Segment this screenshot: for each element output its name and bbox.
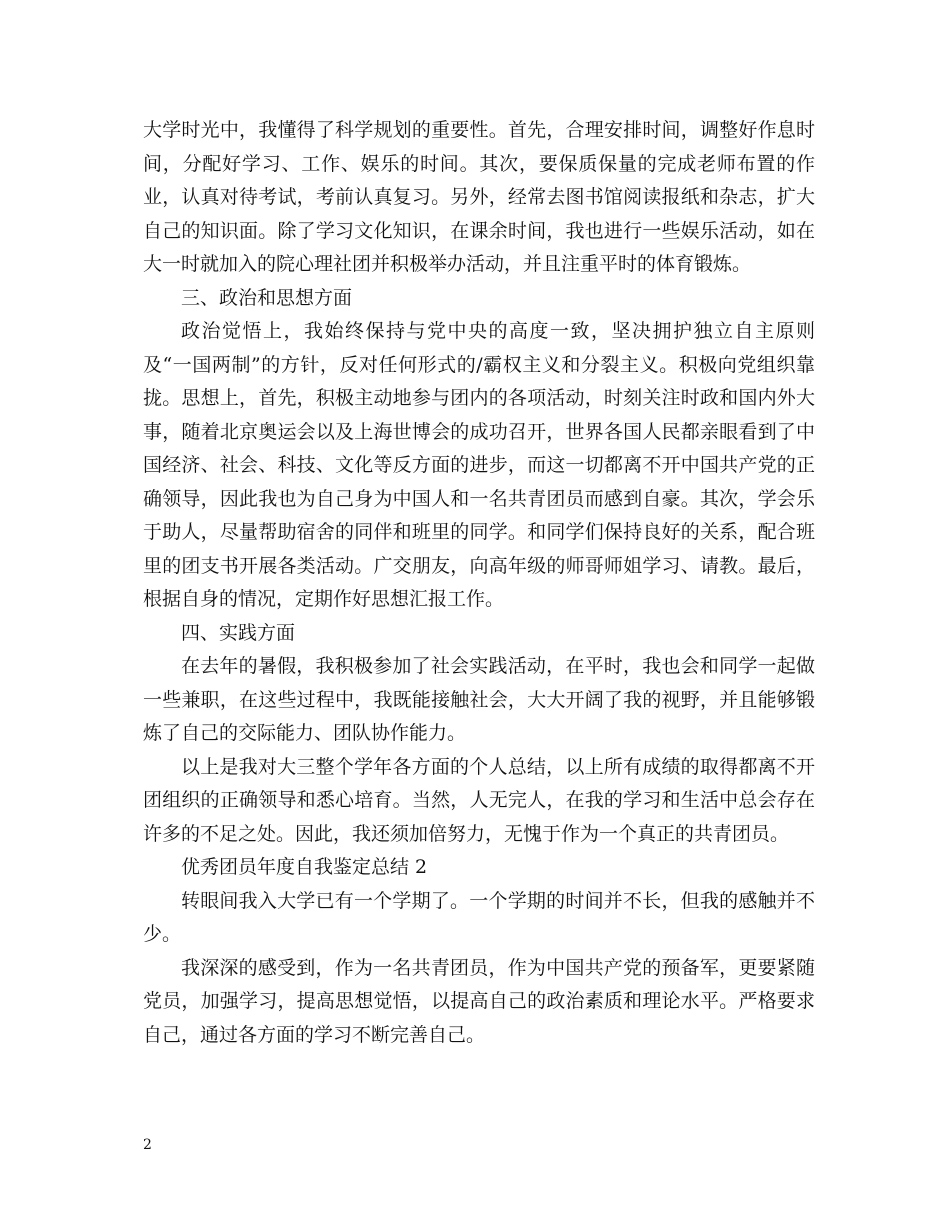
section-heading-summary-2: 优秀团员年度自我鉴定总结 2	[181, 856, 428, 878]
paragraph-summary: 以上是我对大三整个学年各方面的个人总结，以上所有成绩的取得都离不开团组织的正确领导和悉心培育。当然，人无完人，在我的学习和生活中总会存在许多的不足之处。因此，我还须加倍努力，无愧于作为一个真正的共青团员。	[143, 755, 815, 845]
paragraph-politics: 政治觉悟上，我始终保持与党中央的高度一致，坚决拥护独立自主原则及“一国两制”的方针，反对任何形式的/霸权主义和分裂主义。积极向党组织靠拢。思想上，首先，积极主动地参与团内的各项活动，时刻关注时政和国内外大事，随着北京奥运会以及上海世博会的成功召开，世界各国人民都亲眼看到了中国经济、社会、科技、文化等反方面的进步，而这一切都离不开中国共产党的正确领导，因此我也为自己身为中国人和一名共青团员而感到自豪。其次，学会乐于助人，尽量帮助宿舍的同伴和班里的同学。和同学们保持良好的关系，配合班里的团支书开展各类活动。广交朋友，向高年级的师哥师姐学习、请教。最后，根据自身的情况，定期作好思想汇报工作。	[143, 320, 815, 610]
document-body	[143, 114, 815, 1052]
paragraph-study-planning: 大学时光中，我懂得了科学规划的重要性。首先，合理安排时间，调整好作息时间，分配好学习、工作、娱乐的时间。其次，要保质保量的完成老师布置的作业，认真对待考试，考前认真复习。另外，经常去图书馆阅读报纸和杂志，扩大自己的知识面。除了学习文化知识，在课余时间，我也进行一些娱乐活动，如在大一时就加入的院心理社团并积极举办活动，并且注重平时的体育锻炼。	[143, 119, 815, 275]
page-number: 2	[143, 1137, 152, 1153]
paragraph-practice: 在去年的暑假，我积极参加了社会实践活动，在平时，我也会和同学一起做一些兼职，在这些过程中，我既能接触社会，大大开阔了我的视野，并且能够锻炼了自己的交际能力、团队协作能力。	[143, 655, 815, 744]
paragraph-first-semester: 转眼间我入大学已有一个学期了。一个学期的时间并不长，但我的感触并不少。	[143, 889, 815, 945]
section-heading-politics: 三、政治和思想方面	[181, 286, 353, 309]
section-heading-practice: 四、实践方面	[181, 621, 296, 644]
paragraph-league-member: 我深深的感受到，作为一名共青团员，作为中国共产党的预备军，更要紧随党员，加强学习，提高思想觉悟，以提高自己的政治素质和理论水平。严格要求自己，通过各方面的学习不断完善自己。	[143, 956, 815, 1046]
